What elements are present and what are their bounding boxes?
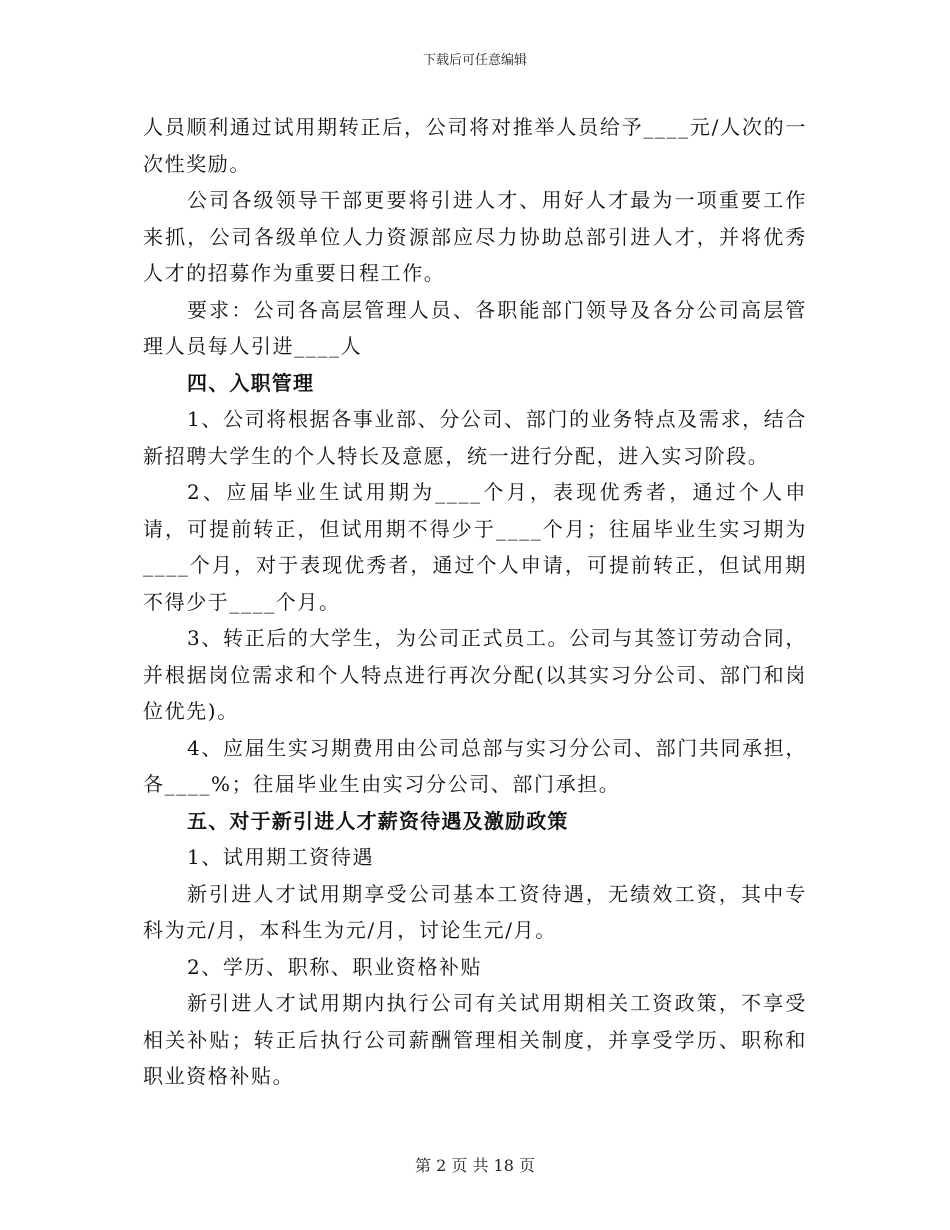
subheading-probation-pay: 1、试用期工资待遇 xyxy=(187,845,375,869)
paragraph-onboarding-2: 2、应届毕业生试用期为____个月，表现优秀者，通过个人申请，可提前转正，但试用期不得少于____个月；往届毕业生实习期为____个月，对于表现优秀者，通过个人申请，可提前转正，但试用期不得少于____个月。 xyxy=(143,480,807,614)
document-body xyxy=(143,109,807,1095)
paragraph-leadership-duty: 公司各级领导干部更要将引进人才、用好人才最为一项重要工作来抓，公司各级单位人力资源部应尽力协助总部引进人才，并将优秀人才的招募作为重要日程工作。 xyxy=(143,188,807,285)
paragraph-onboarding-1: 1、公司将根据各事业部、分公司、部门的业务特点及需求，结合新招聘大学生的个人特长及意愿，统一进行分配，进入实习阶段。 xyxy=(143,407,807,468)
paragraph-onboarding-4: 4、应届生实习期费用由公司总部与实习分公司、部门共同承担，各____%；往届毕业生由实习分公司、部门承担。 xyxy=(143,735,807,796)
page-header: 下载后可任意编辑 xyxy=(422,53,527,68)
paragraph-subsidies: 新引进人才试用期内执行公司有关试用期相关工资政策，不享受相关补贴；转正后执行公司薪酬管理相关制度，并享受学历、职称和职业资格补贴。 xyxy=(143,991,807,1088)
subheading-subsidies: 2、学历、职称、职业资格补贴 xyxy=(187,954,483,979)
paragraph-probation-pay: 新引进人才试用期享受公司基本工资待遇，无绩效工资，其中专科为元/月，本科生为元/月，讨论生元/月。 xyxy=(143,881,807,942)
section-heading-compensation: 五、对于新引进人才薪资待遇及激励政策 xyxy=(187,808,569,833)
paragraph-onboarding-3: 3、转正后的大学生，为公司正式员工。公司与其签订劳动合同，并根据岗位需求和个人特点进行再次分配(以其实习分公司、部门和岗位优先)。 xyxy=(143,626,807,723)
section-heading-onboarding: 四、入职管理 xyxy=(187,370,315,395)
paragraph-referral-reward: 人员顺利通过试用期转正后，公司将对推举人员给予____元/人次的一次性奖励。 xyxy=(143,115,807,176)
paragraph-requirement: 要求：公司各高层管理人员、各职能部门领导及各分公司高层管理人员每人引进____人 xyxy=(143,297,807,358)
page-footer: 第 2 页 共 18 页 xyxy=(415,1156,535,1175)
